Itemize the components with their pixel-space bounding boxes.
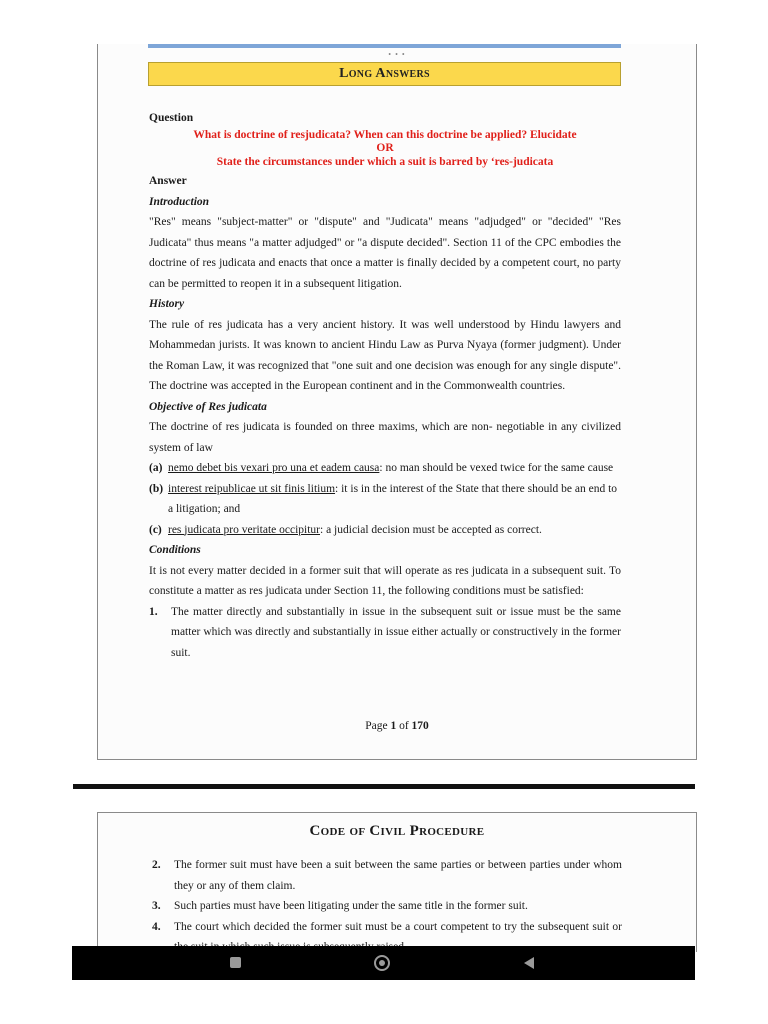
question-line: What is doctrine of resjudicata? When can this doctrine be applied? Elucidate (193, 128, 577, 141)
recent-apps-icon[interactable] (230, 957, 241, 968)
maxim-latin: interest reipublicae ut sit finis litium (168, 482, 336, 495)
condition-item (149, 602, 621, 664)
condition-text: The court which decided the former suit must be a court competent to try the subsequent suit or (174, 920, 622, 933)
header-ornament: • • • (388, 50, 406, 59)
answer-label: Answer (149, 175, 187, 187)
section-banner (148, 62, 621, 86)
maxim-marker: (c) (149, 523, 162, 536)
maxim-text (168, 520, 621, 541)
back-icon[interactable] (524, 957, 534, 969)
maxim-meaning: : it is in the interest of the State that there should be an end to a litigation; and (168, 482, 618, 515)
maxim-item (149, 479, 621, 520)
objective-paragraph: The doctrine of res judicata is founded on three maxims, which are non- negotiable in any civilized system of law (149, 421, 621, 454)
document-page-1 (97, 44, 697, 760)
question-or: OR (376, 142, 394, 154)
question-label: Question (149, 112, 194, 124)
section-heading-objective: Objective of Res judicata (149, 400, 267, 413)
maxim-text (168, 458, 621, 479)
page-footer (98, 720, 696, 732)
condition-text: Such parties must have been litigating under the same title in the former suit. (174, 900, 528, 912)
banner-title: Long Answers (339, 66, 430, 81)
footer-of: of (396, 720, 412, 732)
page-header-title: Code of Civil Procedure (309, 823, 485, 839)
system-navigation-bar (72, 946, 695, 980)
maxim-latin: res judicata pro veritate occipitur (168, 523, 320, 536)
footer-prefix: Page (365, 720, 391, 732)
conditions-paragraph: It is not every matter decided in a former suit that will operate as res judicata in a subsequent suit. To constitute a matter as res judicata under Section 11, the following conditions must be satisfied: (149, 564, 621, 597)
history-paragraph: The rule of res judicata has a very ancient history. It was well understood by Hindu lawyers and Mohammedan jurists. It was known to ancient Hindu Law as Purva Nyaya (former judgment). Under the Roman Law, it was recognized that "one suit and one decision was enough for any single dispute". The doctrine was accepted in the European continent and in the Commonwealth countries. (149, 318, 621, 392)
condition-text: The matter directly and substantially in issue in the subsequent suit or issue must be the same matter which was directly and substantially in issue either actually or constructively in the former suit. (171, 605, 621, 659)
condition-marker: 1. (149, 605, 158, 618)
condition-marker: 2. (152, 859, 161, 871)
home-icon[interactable] (374, 955, 390, 971)
maxim-meaning: : a judicial decision must be accepted as correct. (320, 523, 542, 536)
maxim-marker: (a) (149, 462, 163, 474)
question-line: State the circumstances under which a suit is barred by ‘res-judicata (216, 155, 554, 168)
maxim-item (149, 520, 621, 541)
header-rule (148, 44, 621, 48)
condition-text: The former suit must have been a suit between the same parties or between parties under whom they or any of them claim. (174, 859, 622, 892)
footer-page-total: 170 (411, 720, 429, 732)
condition-marker: 3. (152, 900, 161, 912)
condition-item (152, 896, 622, 917)
maxim-latin: nemo debet bis vexari pro una et eadem causa (168, 462, 380, 474)
section-heading-introduction: Introduction (149, 195, 210, 208)
maxim-meaning: : no man should be vexed twice for the same cause (379, 462, 614, 474)
maxim-marker: (b) (149, 482, 164, 495)
condition-item (152, 855, 622, 896)
section-heading-conditions: Conditions (149, 544, 201, 556)
page-divider (73, 784, 695, 789)
page-body (149, 108, 621, 663)
document-page-2 (97, 812, 697, 952)
intro-paragraph: "Res" means "subject-matter" or "dispute" and "Judicata" means "adjudged" or "decided" "Res Judicata" thus means "a matter adjudged" or "a dispute decided". Section 11 of the CPC embodies the doctrine of res judicata and enacts that once a matter is finally decided by a competent court, no party can be permitted to reopen it in a subsequent litigation. (149, 216, 621, 290)
condition-marker: 4. (152, 920, 161, 933)
maxim-text (168, 479, 621, 520)
maxim-item (149, 458, 621, 479)
section-heading-history: History (149, 298, 185, 310)
page-body (152, 855, 622, 958)
footer-page-number: 1 (390, 720, 397, 732)
